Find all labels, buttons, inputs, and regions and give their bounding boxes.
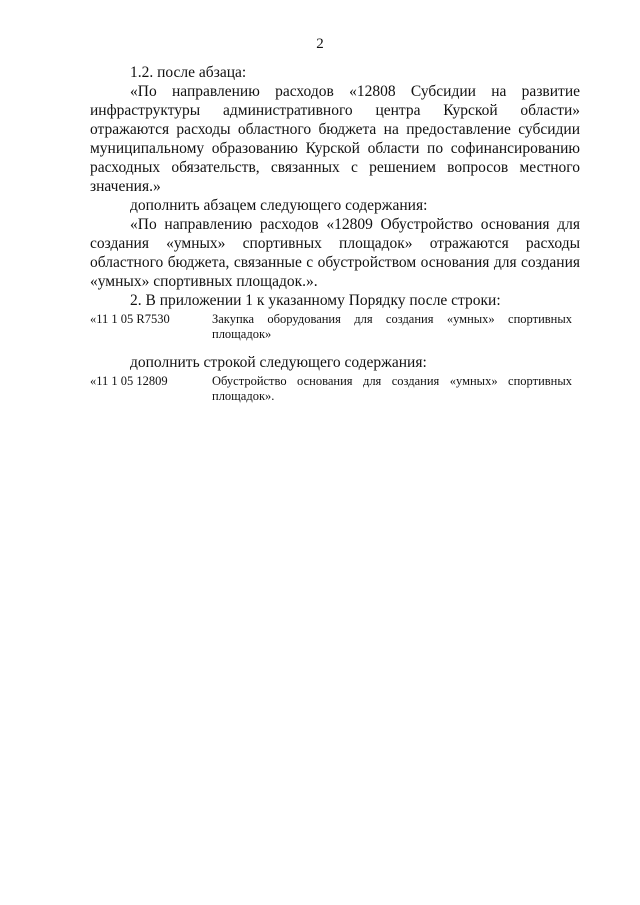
paragraph-1: 1.2. после абзаца: (130, 64, 247, 81)
row-description: Обустройство основания для создания «умных» спортивных площадок». (212, 374, 572, 403)
paragraph-5: 2. В приложении 1 к указанному Порядку после строки: (130, 292, 501, 309)
page-number: 2 (316, 36, 324, 52)
row-code: «11 1 05 12809 (90, 374, 168, 388)
row-code: «11 1 05 R7530 (90, 312, 170, 326)
paragraph-4: «По направлению расходов «12809 Обустройство основания для создания «умных» спортивных площадок» отражаются расходы областного бюджета, связанные с обустройством основания для создания «умных» спортивных площадок.». (90, 216, 580, 290)
paragraph-3: дополнить абзацем следующего содержания: (130, 197, 428, 214)
paragraph-2: «По направлению расходов «12808 Субсидии на развитие инфраструктуры административного центра Курской области» отражаются расходы областного бюджета на предоставление субсидии муниципальному образованию Курской области по софинансированию расходных обязательств, связанных с решением вопросов местного значения.» (90, 83, 580, 195)
paragraph-6: дополнить строкой следующего содержания: (130, 354, 427, 371)
document-body (90, 63, 580, 310)
row-description: Закупка оборудования для создания «умных» спортивных площадок» (212, 312, 572, 341)
